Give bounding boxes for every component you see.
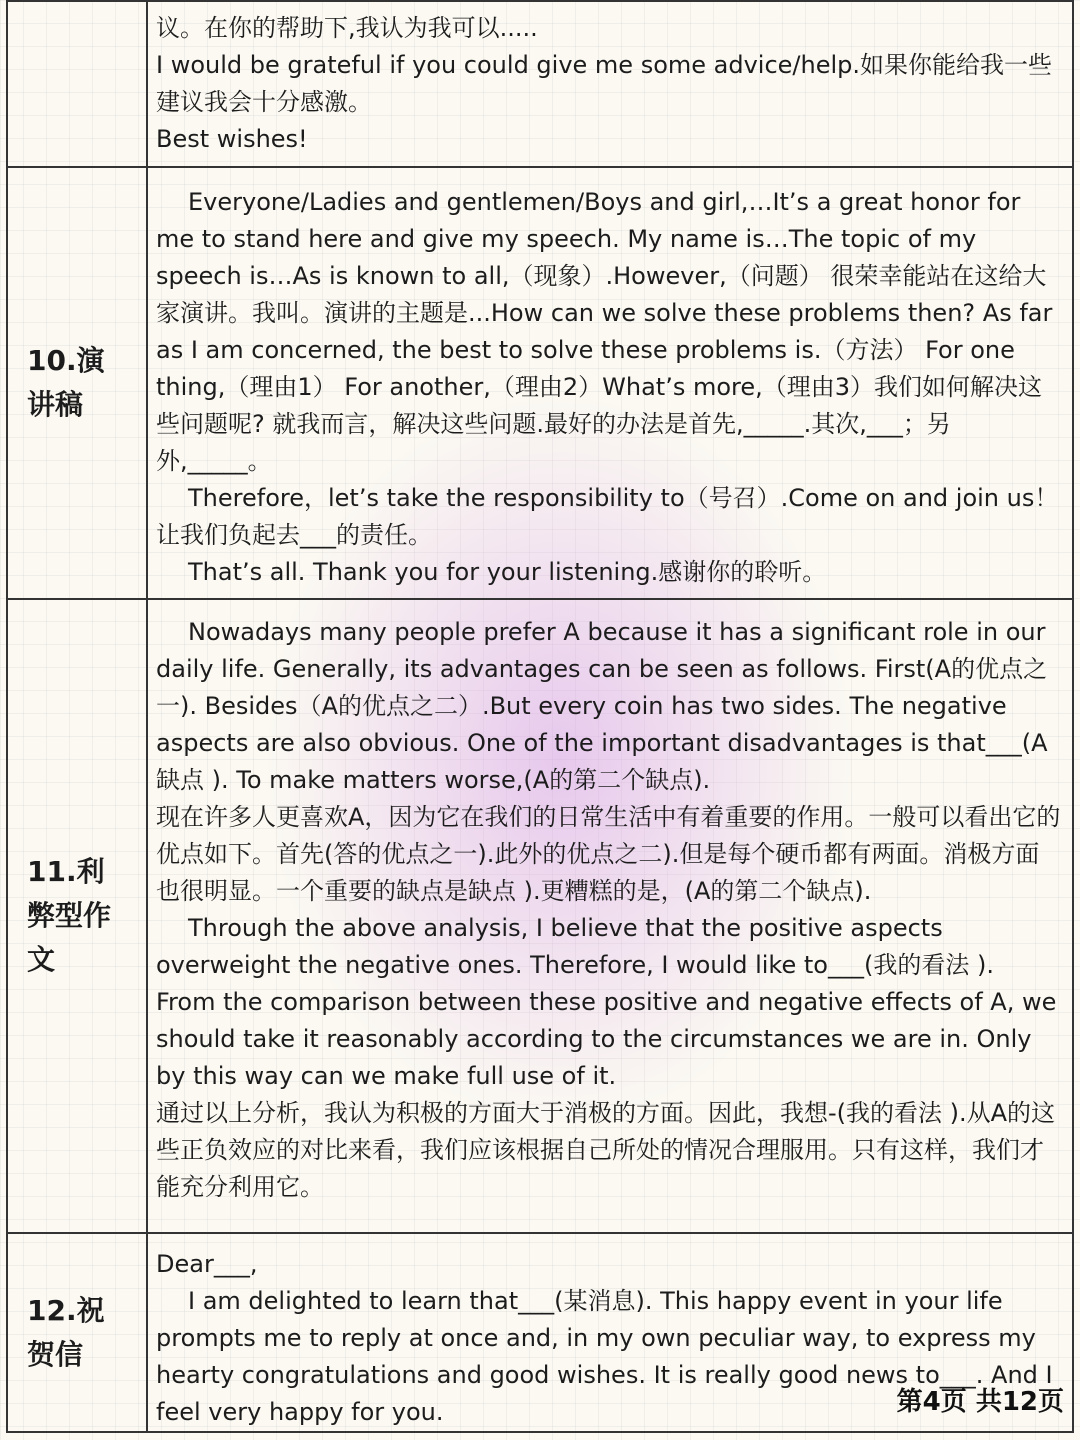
row-content xyxy=(147,599,1073,1233)
paragraph: From the comparison between these positive and negative effects of A, we should take it reasonably according to the circumstances we are in. Only by this way can we make full use of it. xyxy=(156,988,1057,1090)
row-label xyxy=(7,599,147,1233)
row-label-text: 12.祝贺信 xyxy=(27,1293,105,1371)
paragraph: Dear___, xyxy=(156,1250,258,1278)
paragraph: 现在许多人更喜欢A，因为它在我们的日常生活中有着重要的作用。一般可以看出它的优点如下。首先(答的优点之一).此外的优点之二).但是每个硬币都有两面。消极方面也很明显。一个重要的缺点是缺点 ).更糟糕的是，(A的第二个缺点). xyxy=(156,803,1061,905)
paragraph: I am delighted to learn that___(某消息). This happy event in your life prompts me to reply at once and, in my own peculiar way, to express my hearty congratulations and good wishes. It is really good news to___. And I feel very happy for you. xyxy=(156,1287,1053,1426)
paragraph: 议。在你的帮助下,我认为我可以..... xyxy=(156,14,538,42)
document-table xyxy=(6,0,1074,1433)
row-label-text: 11.利弊型作文 xyxy=(27,855,112,976)
table-row xyxy=(7,599,1073,1233)
row-label-text: 10.演讲稿 xyxy=(27,344,105,421)
row-content xyxy=(147,167,1073,599)
table-row xyxy=(7,167,1073,599)
row-label xyxy=(7,1,147,167)
row-label xyxy=(7,1233,147,1432)
paragraph: 通过以上分析，我认为积极的方面大于消极的方面。因此，我想-(我的看法 ).从A的这些正负效应的对比来看，我们应该根据自己所处的情况合理服用。只有这样，我们才能充分利用它。 xyxy=(156,1099,1056,1201)
paragraph: Best wishes! xyxy=(156,125,308,153)
table-row xyxy=(7,1,1073,167)
paragraph: That’s all. Thank you for your listening.感谢你的聆听。 xyxy=(188,558,827,586)
paragraph: Through the above analysis, I believe that the positive aspects overweight the negative ones. Therefore, I would like to___(我的看法 ). xyxy=(156,914,994,979)
paragraph: Everyone/Ladies and gentlemen/Boys and girl,…It’s a great honor for me to stand here and give my speech. My name is…The topic of my speech is…As is known to all,（现象）.However,（问题） 很荣幸能站在这给大家演讲。我叫。演讲的主题是...How can we solve these problems then? As far as I am concerned, the best to solve these problems is.（方法） For one thing,（理由1） For another,（理由2）What’s more,（理由3）我们如何解决这些问题呢? 就我而言，解决这些问题.最好的办法是首先,_____.其次,___；另外,_____。 xyxy=(156,188,1053,475)
paragraph: Therefore，let’s take the responsibility to（号召）.Come on and join us！让我们负起去___的责任。 xyxy=(156,484,1059,549)
row-content xyxy=(147,1,1073,167)
row-label xyxy=(7,167,147,599)
paragraph: Nowadays many people prefer A because it has a significant role in our daily life. Generally, its advantages can be seen as follows. First(A的优点之一). Besides（A的优点之二）.But every coin has two sides. The negative aspects are also obvious. One of the important disadvantages is that___(A缺点 ). To make matters worse,(A的第二个缺点). xyxy=(156,618,1048,794)
page-number: 第4页 共12页 xyxy=(896,1387,1064,1417)
paragraph: I would be grateful if you could give me some advice/help.如果你能给我一些建议我会十分感激。 xyxy=(156,51,1053,116)
